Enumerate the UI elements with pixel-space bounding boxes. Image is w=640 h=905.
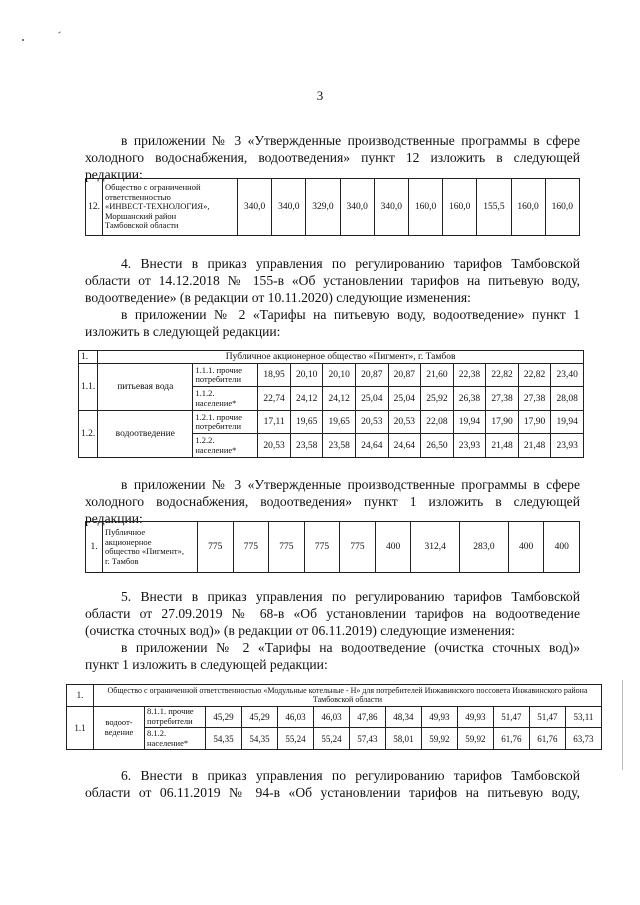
text-line: водоотведение» (в редакции от 10.11.2020) следующие изменения: [85,290,471,305]
group-number: 1.1 [67,706,94,749]
text-line: 4. Внести в приказ управления по регулированию тарифов Тамбовской [121,256,580,271]
value-cell: 20,10 [323,363,356,387]
value-cell: 17,11 [258,410,291,434]
service-name: водоотведение [98,410,193,457]
value-cell: 54,35 [241,728,277,750]
consumer-label: 1.1.2. население* [193,387,258,411]
value-cell: 312,4 [411,522,460,573]
value-cell: 54,35 [206,728,242,750]
text-line: (очистка сточных вод)» (в редакции от 06.11.2019) следующие изменения: [85,623,515,638]
consumer-label: 8.1.2. население* [145,728,206,750]
value-cell: 45,29 [206,706,242,728]
value-cell: 24,12 [323,387,356,411]
org-line: Тамбовской области [105,220,179,231]
org-line: Публичное [105,527,146,537]
value-cell: 19,65 [290,410,323,434]
value-cell: 48,34 [385,706,421,728]
value-cell: 24,12 [290,387,323,411]
value-cell: 53,11 [565,706,601,728]
table-row [67,728,602,750]
value-cell: 28,08 [551,387,584,411]
table-row [79,410,584,434]
table-row [86,179,580,236]
value-cell: 160,0 [443,179,477,236]
scan-speck [22,39,24,41]
org-line: г. Тамбов [105,555,139,566]
value-cell: 47,86 [349,706,385,728]
value-cell: 27,38 [486,387,519,411]
value-cell: 49,93 [457,706,493,728]
consumer-label: 1.1.1. прочие потребители [193,363,258,387]
value-cell: 20,87 [388,363,421,387]
value-cell: 340,0 [340,179,374,236]
value-cell: 26,50 [421,434,454,458]
scan-speck [58,31,61,33]
table-header-row [79,351,584,364]
value-cell: 160,0 [511,179,545,236]
value-cell: 400 [544,522,580,573]
value-cell: 775 [340,522,376,573]
value-cell: 61,76 [493,728,529,750]
org-line: акционерное [105,536,152,547]
value-cell: 775 [269,522,305,573]
text-line: области от 06.11.2019 № 94-в «Об установлении тарифов на питьевую воду, [85,785,580,800]
value-cell: 155,5 [477,179,511,236]
text-line: 5. Внести в приказ управления по регулированию тарифов Тамбовской [121,589,580,604]
table-production-program-pigment [85,521,580,573]
value-cell: 160,0 [408,179,442,236]
page-number: 3 [316,88,324,103]
text-line: 6. Внести в приказ управления по регулированию тарифов Тамбовской [121,768,580,783]
value-cell: 775 [304,522,340,573]
value-cell: 55,24 [313,728,349,750]
value-cell: 25,04 [388,387,421,411]
value-cell: 340,0 [272,179,306,236]
table-tariffs-modular-boilers [66,684,602,750]
value-cell: 26,38 [453,387,486,411]
value-cell: 22,38 [453,363,486,387]
consumer-label: 1.2.1. прочие потребители [193,410,258,434]
text-line: холодного водоснабжения, водоотведения» пункт 12 изложить в следующей [85,150,580,165]
consumer-label: 8.1.1. прочие потребители [145,706,206,728]
value-cell: 340,0 [238,179,272,236]
value-cell: 24,64 [356,434,389,458]
value-cell: 49,93 [421,706,457,728]
value-cell: 25,92 [421,387,454,411]
value-cell: 19,65 [323,410,356,434]
value-cell: 27,38 [518,387,551,411]
value-cell: 17,90 [486,410,519,434]
org-line: Моршанский район [105,210,177,221]
text-line: в приложении № 3 «Утвержденные производственные программы в сфере [121,477,580,492]
value-cell: 23,58 [290,434,323,458]
value-cell: 20,53 [356,410,389,434]
value-cell: 63,73 [565,728,601,750]
text-line: в приложении № 3 «Утвержденные производственные программы в сфере [121,133,580,148]
value-cell: 23,93 [453,434,486,458]
value-cell: 59,92 [457,728,493,750]
table-row [67,706,602,728]
row-number: 1. [86,522,103,573]
value-cell: 51,47 [493,706,529,728]
scan-edge-line [622,680,623,770]
value-cell: 22,74 [258,387,291,411]
value-cell: 45,29 [241,706,277,728]
value-cell: 46,03 [313,706,349,728]
value-cell: 51,47 [529,706,565,728]
organization-cell [103,179,238,236]
value-cell: 25,04 [356,387,389,411]
value-cell: 23,58 [323,434,356,458]
value-cell: 22,08 [421,410,454,434]
row-number: 1. [67,685,94,707]
organization-header: Общество с ограниченной ответственностью «Модульные котельные - Н» для потребителей Инжавинского поссовета Инжавинского района Тамбовской области [94,685,602,707]
value-cell: 160,0 [545,179,579,236]
service-name: питьевая вода [98,363,193,410]
text-line: холодного водоснабжения, водоотведения» пункт 1 изложить в следующей [85,494,580,509]
table-row [86,522,580,573]
value-cell: 58,01 [385,728,421,750]
organization-header: Публичное акционерное общество «Пигмент», г. Тамбов [98,351,584,364]
group-number: 1.2. [79,410,98,457]
org-line: «ИНВЕСТ-ТЕХНОЛОГИЯ», [105,201,210,212]
value-cell: 55,24 [277,728,313,750]
value-cell: 17,90 [518,410,551,434]
org-line: общество «Пигмент», [105,546,185,556]
paragraph-item-6 [85,767,580,801]
org-line: ответственностью [105,191,171,202]
value-cell: 19,94 [453,410,486,434]
value-cell: 283,0 [460,522,509,573]
organization-cell [103,522,198,573]
group-number: 1.1. [79,363,98,410]
value-cell: 340,0 [374,179,408,236]
paragraph-item-4 [85,255,580,340]
value-cell: 775 [198,522,234,573]
value-cell: 400 [508,522,544,573]
table-row [79,363,584,387]
value-cell: 20,53 [258,434,291,458]
text-line: в приложении № 2 «Тарифы на питьевую воду, водоотведение» пункт 1 [121,307,580,322]
value-cell: 775 [233,522,269,573]
value-cell: 23,93 [551,434,584,458]
org-line: Общество с ограниченной [105,182,201,193]
text-line: редакции: [85,511,143,526]
text-line: пункт 1 изложить в следующей редакции: [85,657,328,672]
value-cell: 59,92 [421,728,457,750]
text-line: в приложении № 2 «Тарифы на водоотведение (очистка сточных вод)» [121,640,580,655]
value-cell: 46,03 [277,706,313,728]
row-number: 12. [86,179,103,236]
value-cell: 19,94 [551,410,584,434]
value-cell: 21,48 [486,434,519,458]
value-cell: 23,40 [551,363,584,387]
value-cell: 24,64 [388,434,421,458]
value-cell: 20,87 [356,363,389,387]
value-cell: 18,95 [258,363,291,387]
value-cell: 20,10 [290,363,323,387]
paragraph-appendix-3-item-12 [85,132,580,183]
value-cell: 61,76 [529,728,565,750]
table-tariffs-pigment [78,350,584,458]
value-cell: 22,82 [486,363,519,387]
value-cell: 57,43 [349,728,385,750]
table-production-program-12 [85,178,580,236]
value-cell: 400 [375,522,411,573]
table-header-row [67,685,602,707]
text-line: редакции: [85,167,143,182]
service-name: водоот-ведение [94,706,145,749]
paragraph-item-5 [85,588,580,673]
value-cell: 21,60 [421,363,454,387]
value-cell: 329,0 [306,179,340,236]
row-number: 1. [79,351,98,364]
consumer-label: 1.2.2. население* [193,434,258,458]
value-cell: 22,82 [518,363,551,387]
text-line: области от 27.09.2019 № 68-в «Об установлении тарифов на водоотведение [85,606,580,621]
value-cell: 20,53 [388,410,421,434]
value-cell: 21,48 [518,434,551,458]
paragraph-appendix-3-item-1 [85,476,580,527]
text-line: изложить в следующей редакции: [85,324,281,339]
text-line: области от 14.12.2018 № 155-в «Об установлении тарифов на питьевую воду, [85,273,580,288]
